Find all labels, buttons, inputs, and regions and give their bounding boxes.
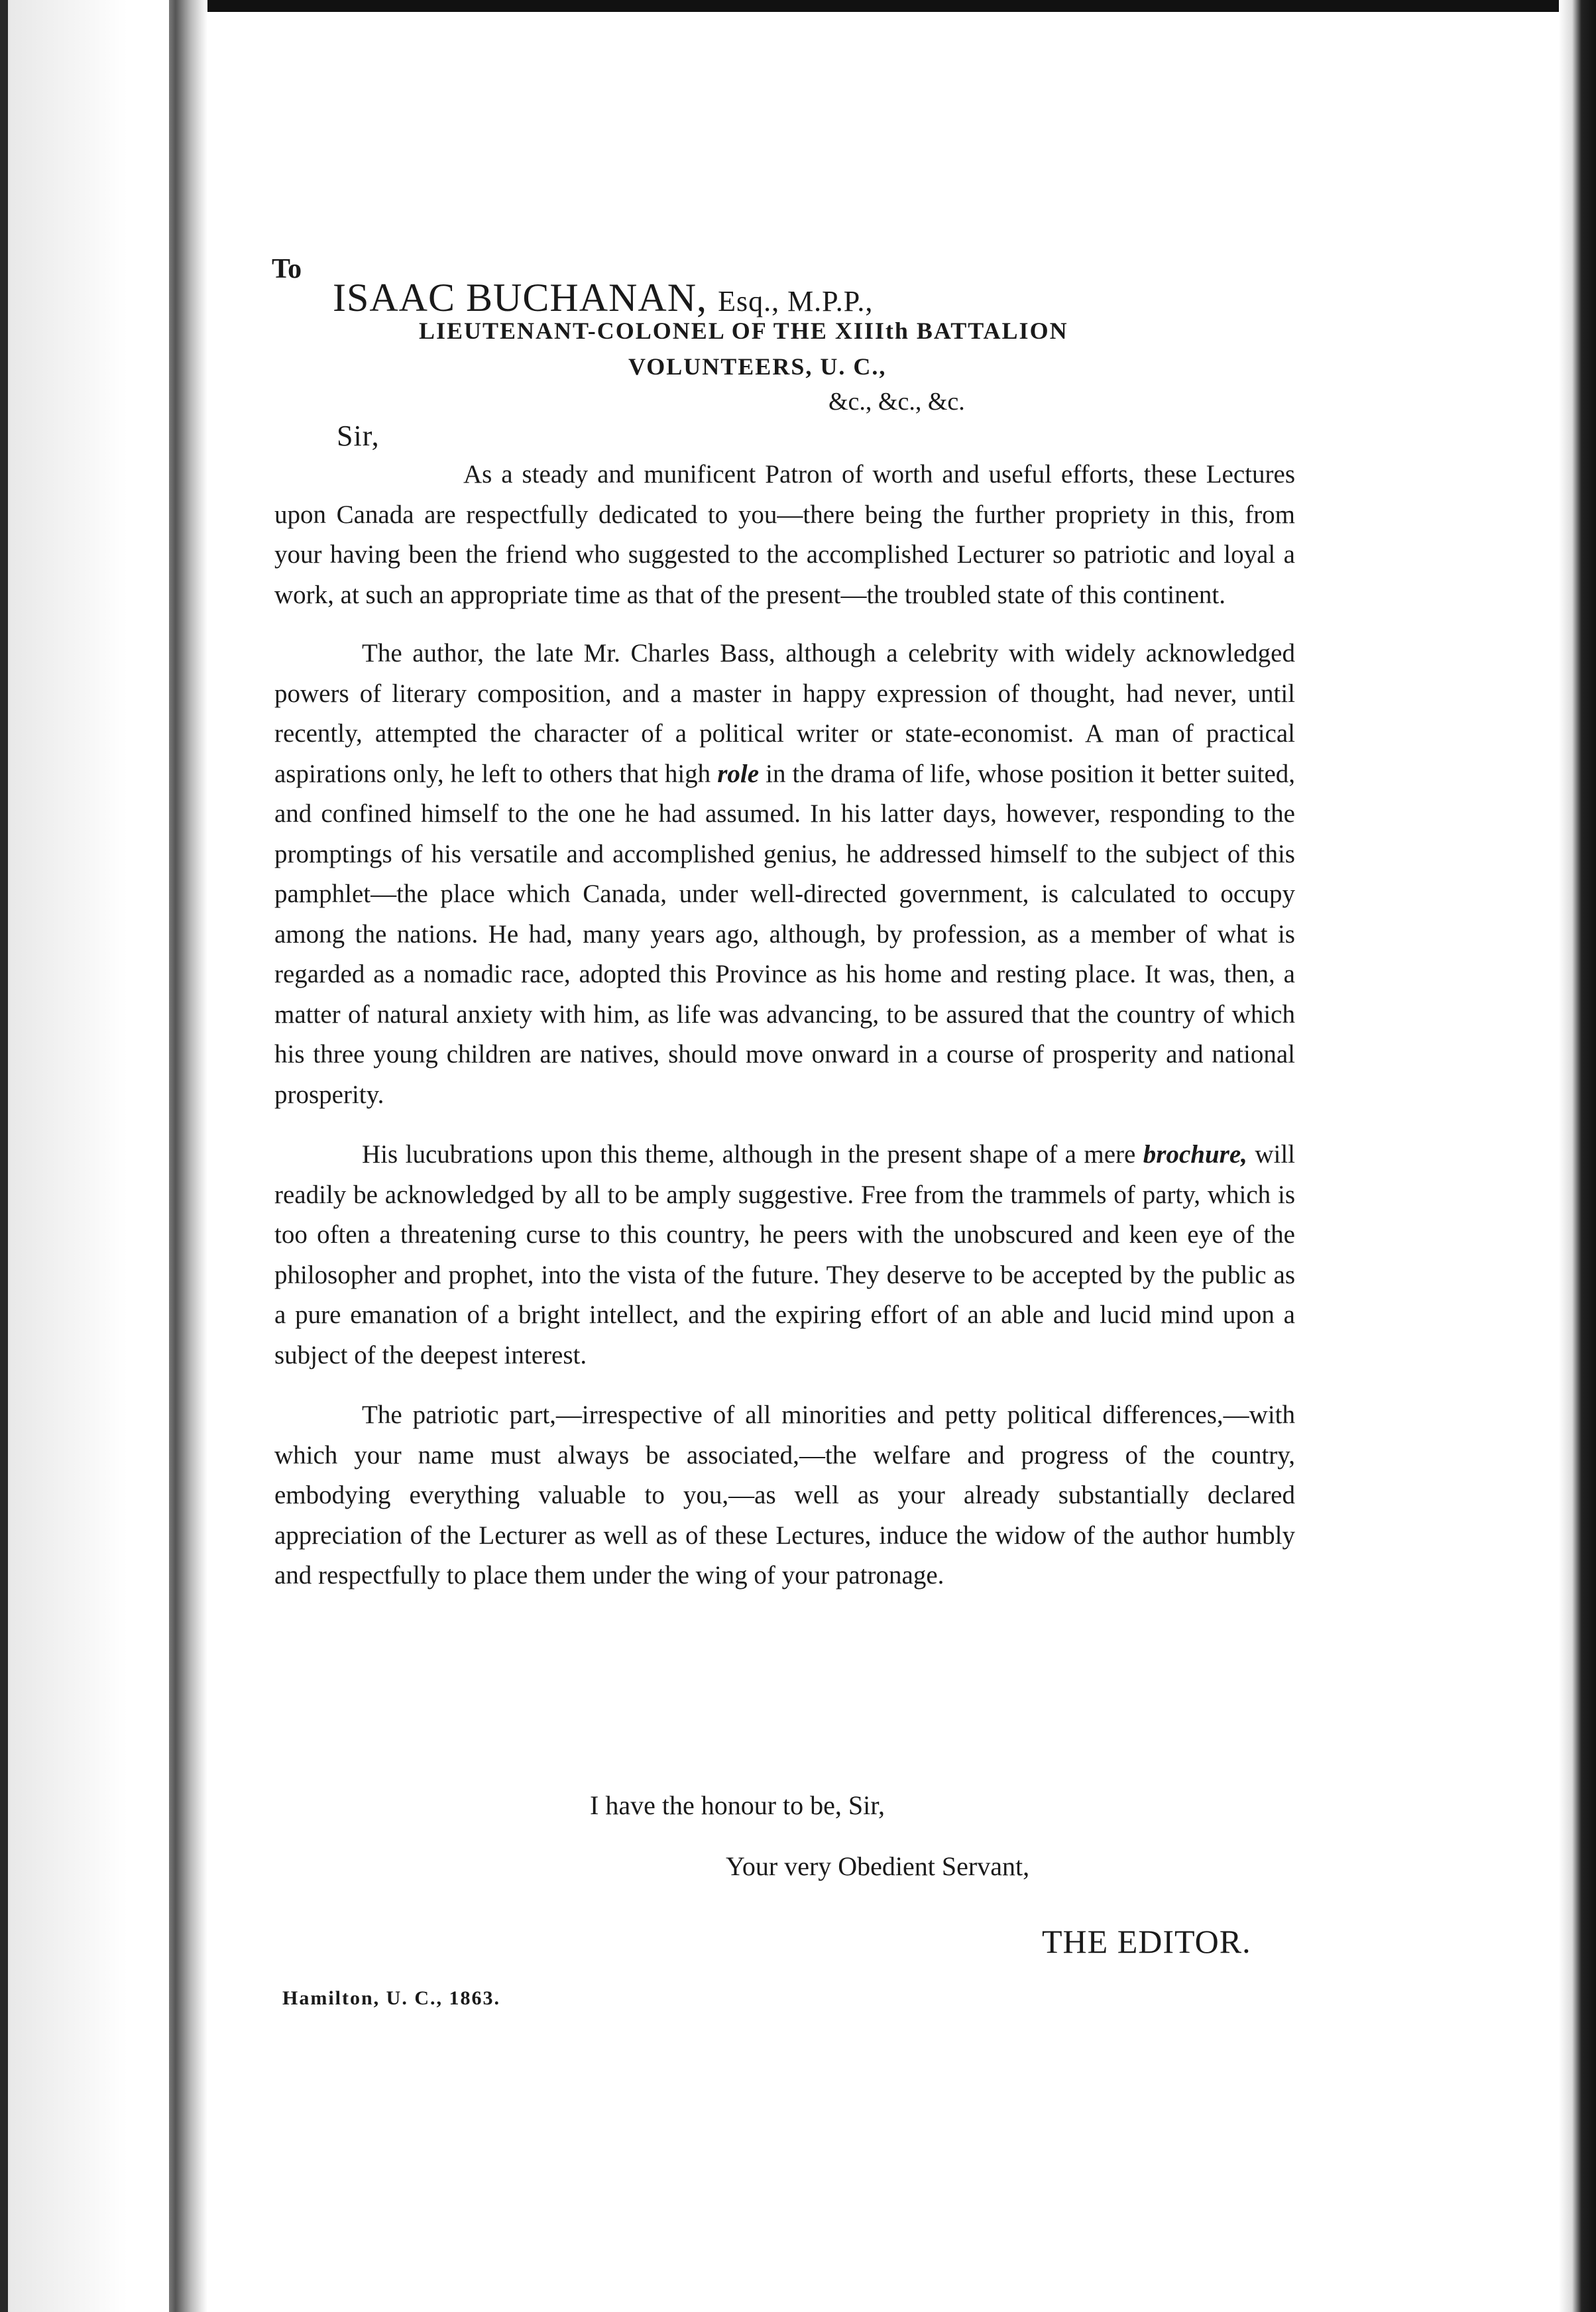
paragraph-3-b: will readily be acknowledged by all to be amply suggestive. Free from the trammels of party, which is too often a threatening curse to this country, he peers with the unobscured and keen eye of the philosopher and prophet, into the vista of the future. They deserve to be accepted by the public as a pure emanation of a bright intellect, and the expiring effort of an able and lucid mind upon a subject of the deepest interest. bbox=[274, 1140, 1296, 1369]
paragraph-1: As a steady and munificent Patron of worth and useful efforts, these Lectures upon Canada are respectfully dedicated to you—there being the further propriety in this, from your having been the friend who suggested to the accomplished Lecturer so patriotic and loyal a work, at such an appropriate time as that of the present—the troubled state of this continent. bbox=[274, 460, 1295, 609]
addressee-title-line-3: &c., &c., &c. bbox=[828, 388, 965, 416]
addressee-honorific: Esq., M.P.P., bbox=[718, 285, 874, 318]
paragraph-2 bbox=[274, 634, 1295, 1115]
addressee-title-line-1: LIEUTENANT-COLONEL OF THE XIIIth BATTALION bbox=[419, 318, 1068, 344]
paragraph-4: The patriotic part,—irrespective of all minorities and petty political differences,—with which your name must always be associated,—the welfare and progress of the country, embodying everything valuable to you,—as well as your already substantially declared appreciation of the Lecturer as well as of these Lectures, induce the widow of the author humbly and respectfully to place them under the wing of your patronage. bbox=[274, 1401, 1295, 1590]
closing-line-1: I have the honour to be, Sir, bbox=[590, 1790, 885, 1820]
scan-top-border bbox=[0, 0, 1596, 12]
paragraph-3-a: His lucubrations upon this theme, although in the present shape of a mere bbox=[362, 1140, 1143, 1169]
scan-right-border bbox=[1559, 0, 1596, 2312]
dedication-body bbox=[274, 455, 1295, 1616]
addressee-name bbox=[333, 275, 873, 321]
signature: THE EDITOR. bbox=[1042, 1923, 1251, 1960]
paragraph-3-italic: brochure, bbox=[1143, 1140, 1247, 1169]
closing-line-2: Your very Obedient Servant, bbox=[726, 1851, 1030, 1881]
paragraph-2-italic: role bbox=[717, 759, 760, 788]
salutation: Sir, bbox=[337, 420, 380, 452]
book-spine bbox=[169, 0, 207, 2312]
paragraph-2-a: The author, the late Mr. Charles Bass, although a celebrity with widely acknowledged powers of literary composition, and a master in happy expression of thought, had never, until recently, attempted the character of a political writer or state-economist. A man of practical aspirations only, he left to others that high bbox=[274, 639, 1295, 788]
paragraph-2-b: in the drama of life, whose position it better suited, and confined himself to the one he had assumed. In his latter days, however, responding to the promptings of his versatile and accomplished genius, he addressed himself to the subject of this pamphlet—the place which Canada, under well-directed government, is calculated to occupy among the nations. He had, many years ago, although, by profession, as a member of what is regarded as a nomadic race, adopted this Province as his home and resting place. It was, then, a matter of natural anxiety with him, as life was advancing, to be assured that the country of which his three young children are natives, should move onward in a course of prosperity and national prosperity. bbox=[274, 759, 1295, 1109]
paragraph-3 bbox=[274, 1135, 1295, 1375]
to-label: To bbox=[272, 254, 302, 284]
scan-left-border bbox=[0, 0, 8, 2312]
addressee-name-text: ISAAC BUCHANAN, bbox=[333, 276, 708, 319]
addressee-title-line-2: VOLUNTEERS, U. C., bbox=[628, 353, 887, 380]
place-date: Hamilton, U. C., 1863. bbox=[282, 1987, 500, 2009]
